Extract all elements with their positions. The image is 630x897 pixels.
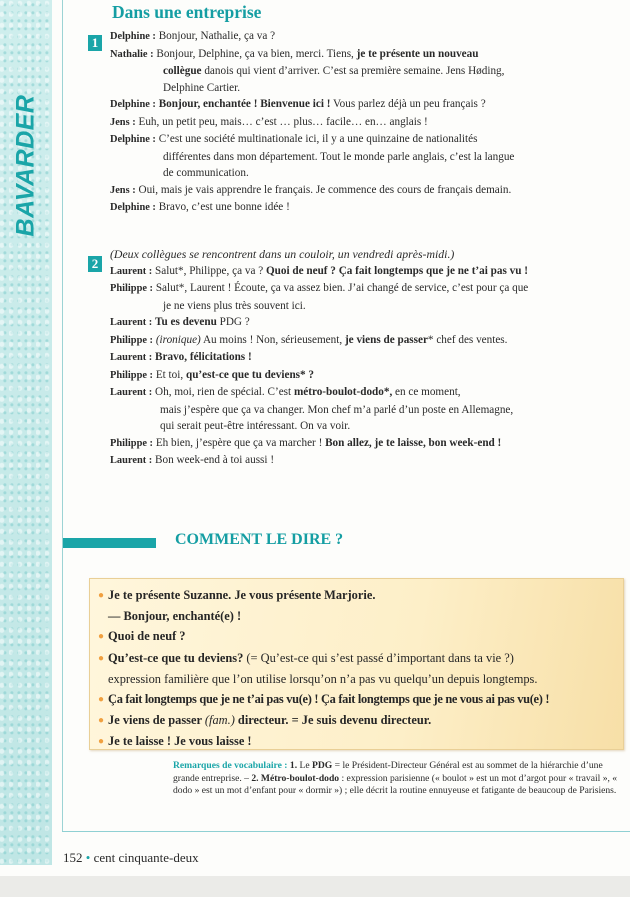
remark-text: = le Président-Directeur Général est au sommet de la hiérarchie d’une grande entreprise. – <box>173 760 603 784</box>
expression-item <box>98 710 549 731</box>
speaker: Laurent : <box>110 387 153 398</box>
line-text: Au moins ! Non, sérieusement, <box>200 333 345 346</box>
page-footer <box>63 850 199 866</box>
dialog-line <box>110 28 630 46</box>
dialog-line <box>110 435 630 453</box>
section-title: Dans une entreprise <box>112 2 262 22</box>
speaker: Philippe : <box>110 369 154 381</box>
expression-bold: Je te laisse ! Je vous laisse ! <box>108 734 252 749</box>
line-bold: qu’est-ce que tu deviens* ? <box>185 368 315 381</box>
line-text: Bonjour, Nathalie, ça va ? <box>158 30 276 42</box>
speaker: Jens : <box>110 184 136 196</box>
dialog-line <box>110 131 630 149</box>
line-text: différentes dans mon département. Tout le monde parle anglais, c’est la langue <box>163 150 515 163</box>
speaker: Laurent : <box>110 265 153 277</box>
speaker: Jens : <box>110 116 136 128</box>
speaker: Delphine : <box>110 202 156 213</box>
expression-item <box>98 689 549 710</box>
line-text: Bonjour, Delphine, ça va bien, merci. Tiens, <box>156 47 357 60</box>
line-text: Salut*, Laurent ! Écoute, ça va assez bien. J’ai changé de service, c’est pour ça que <box>155 282 529 294</box>
expression-bold: — Bonjour, enchanté(e) ! <box>108 609 242 624</box>
remarks-title: Remarques de vocabulaire : <box>173 760 288 771</box>
speaker: Laurent : <box>110 317 153 328</box>
bottom-rule <box>62 831 630 832</box>
expression-item <box>98 626 549 647</box>
dialog-line <box>110 165 630 182</box>
dialog-1 <box>110 28 630 217</box>
dialog-line <box>110 96 630 114</box>
expression-bold: Ça fait longtemps que je ne t’ai pas vu(e) ! Ça fait longtemps que je ne vous ai pas vu(e) ! <box>108 692 550 707</box>
remark-term: 2. Métro-boulot-dodo <box>251 772 340 784</box>
bullet-icon: ● <box>98 652 105 664</box>
remark-text: Le <box>297 760 313 771</box>
expression-item <box>98 669 549 689</box>
speaker: Laurent : <box>110 455 153 466</box>
speaker: Philippe : <box>110 334 154 346</box>
bullet-icon: ● <box>98 590 105 601</box>
dialog-line <box>110 182 630 200</box>
footer-dot-icon: • <box>85 850 91 865</box>
dialog-line <box>110 452 630 470</box>
dialog-line <box>110 384 630 402</box>
section-accent-bar <box>63 538 156 548</box>
dialog-line <box>110 199 630 217</box>
line-italic: (ironique) <box>155 333 201 346</box>
line-text: je ne viens plus très souvent ici. <box>163 299 306 312</box>
line-text: PDG ? <box>216 316 250 328</box>
line-text: Et toi, <box>155 368 186 381</box>
page-edge <box>0 876 630 897</box>
expression-bold: Je viens de passer <box>108 713 205 728</box>
line-text: Oui, mais je vais apprendre le français. Je commence des cours de français demain. <box>138 183 512 196</box>
dialog-line <box>110 298 630 315</box>
line-bold: je te présente un nouveau <box>356 47 479 60</box>
remark-text: : expression parisienne (« boulot » est un mot d’argot pour « travail », « dodo » est un mot d’enfant pour « dormir ») ; elle décrit la routine ennuyeuse et fatigante de beaucoup de Parisiens. <box>173 772 618 797</box>
dialog-line <box>110 114 630 132</box>
line-bold: je viens de passer <box>344 333 428 346</box>
line-bold: Bonjour, enchantée ! Bienvenue ici ! <box>158 98 331 110</box>
line-text: Salut*, Philippe, ça va ? <box>155 264 266 277</box>
line-bold: Tu es devenu <box>155 316 217 328</box>
expressions-list <box>98 585 549 753</box>
bullet-icon: ● <box>98 631 105 643</box>
expression-item <box>98 648 549 669</box>
stage-direction: (Deux collègues se rencontrent dans un couloir, un vendredi après-midi.) <box>110 247 455 261</box>
speaker: Delphine : <box>110 31 156 42</box>
line-text: Euh, un petit peu, mais… c’est … plus… facile… en… anglais ! <box>138 115 428 128</box>
speaker: Philippe : <box>110 437 154 449</box>
sidebar-title-text: BAVARDER <box>11 94 40 236</box>
speaker: Laurent : <box>110 352 153 363</box>
line-text: en ce moment, <box>392 386 461 398</box>
dialog-line <box>110 402 630 419</box>
bullet-icon: ● <box>98 715 105 727</box>
speaker: Delphine : <box>110 99 156 110</box>
expression-bold: Quoi de neuf ? <box>108 629 186 644</box>
line-text: Bravo, c’est une bonne idée ! <box>158 201 290 213</box>
bullet-icon: ● <box>98 694 105 706</box>
vertical-rule <box>62 0 63 832</box>
line-text: C’est une société multinationale ici, il y a une quinzaine de nationalités <box>158 133 478 145</box>
dialog-line <box>110 263 630 281</box>
line-bold: métro-boulot-dodo*, <box>293 386 393 398</box>
line-bold: collègue <box>163 65 202 77</box>
dialog-line <box>110 314 630 332</box>
speaker: Philippe : <box>110 283 154 294</box>
speaker: Delphine : <box>110 134 156 145</box>
page-number: 152 <box>63 850 83 865</box>
expression-bold: Qu’est-ce que tu deviens? <box>108 650 244 665</box>
expression-item <box>98 731 549 752</box>
expression-item <box>98 585 549 606</box>
remark-number: 1. <box>287 760 298 771</box>
dialog-line <box>110 149 630 166</box>
line-text: Oh, moi, rien de spécial. C’est <box>155 386 294 398</box>
line-text: * chef des ventes. <box>427 333 508 346</box>
dialog-line <box>110 80 630 97</box>
line-text: Delphine Cartier. <box>163 81 241 94</box>
dialog-number-badge: 1 <box>88 35 102 51</box>
expression-bold: Je te présente Suzanne. Je vous présente Marjorie. <box>108 588 376 602</box>
vocabulary-remarks <box>173 760 623 798</box>
line-text: Bon week-end à toi aussi ! <box>155 454 275 466</box>
line-text: Vous parlez déjà un peu français ? <box>330 98 486 110</box>
expression-bold: directeur. = Je suis devenu directeur. <box>234 713 432 728</box>
comment-title: COMMENT LE DIRE ? <box>175 531 344 548</box>
line-text: mais j’espère que ça va changer. Mon chef m’a parlé d’un poste en Allemagne, <box>160 403 514 416</box>
line-bold: Bon allez, je te laisse, bon week-end ! <box>325 436 502 449</box>
dialog-number-badge: 2 <box>88 256 102 272</box>
sidebar-band <box>0 0 52 865</box>
page-number-words: cent cinquante-deux <box>93 850 199 865</box>
expression-text: (= Qu’est-ce qui s’est passé d’important dans ta vie ?) <box>243 650 514 665</box>
expressions-box <box>89 578 624 750</box>
bullet-icon: ● <box>98 736 105 748</box>
speaker: Nathalie : <box>110 48 154 60</box>
dialog-line <box>110 280 630 298</box>
line-text: de communication. <box>163 167 249 179</box>
sidebar-title <box>4 85 48 245</box>
expression-italic: (fam.) <box>204 713 235 728</box>
line-bold: Bravo, félicitations ! <box>155 351 252 363</box>
dialog-line <box>110 63 630 80</box>
dialog-line <box>110 349 630 367</box>
line-text: Eh bien, j’espère que ça va marcher ! <box>155 436 326 449</box>
dialog-2 <box>110 246 630 470</box>
line-bold: Quoi de neuf ? Ça fait longtemps que je ne t’ai pas vu ! <box>265 264 528 277</box>
line-text: qui serait peut-être intéressant. On va voir. <box>160 420 351 432</box>
dialog-line <box>110 46 630 64</box>
expression-item <box>98 606 549 626</box>
expression-text: expression familière que l’on utilise lorsqu’on n’a pas vu quelqu’un depuis longtemps. <box>108 671 538 686</box>
dialog-line <box>110 418 630 435</box>
dialog-line <box>110 332 630 350</box>
remark-term: PDG <box>312 760 333 771</box>
line-text: danois qui vient d’arriver. C’est sa première semaine. Jens Høding, <box>201 65 505 77</box>
dialog-line <box>110 367 630 385</box>
